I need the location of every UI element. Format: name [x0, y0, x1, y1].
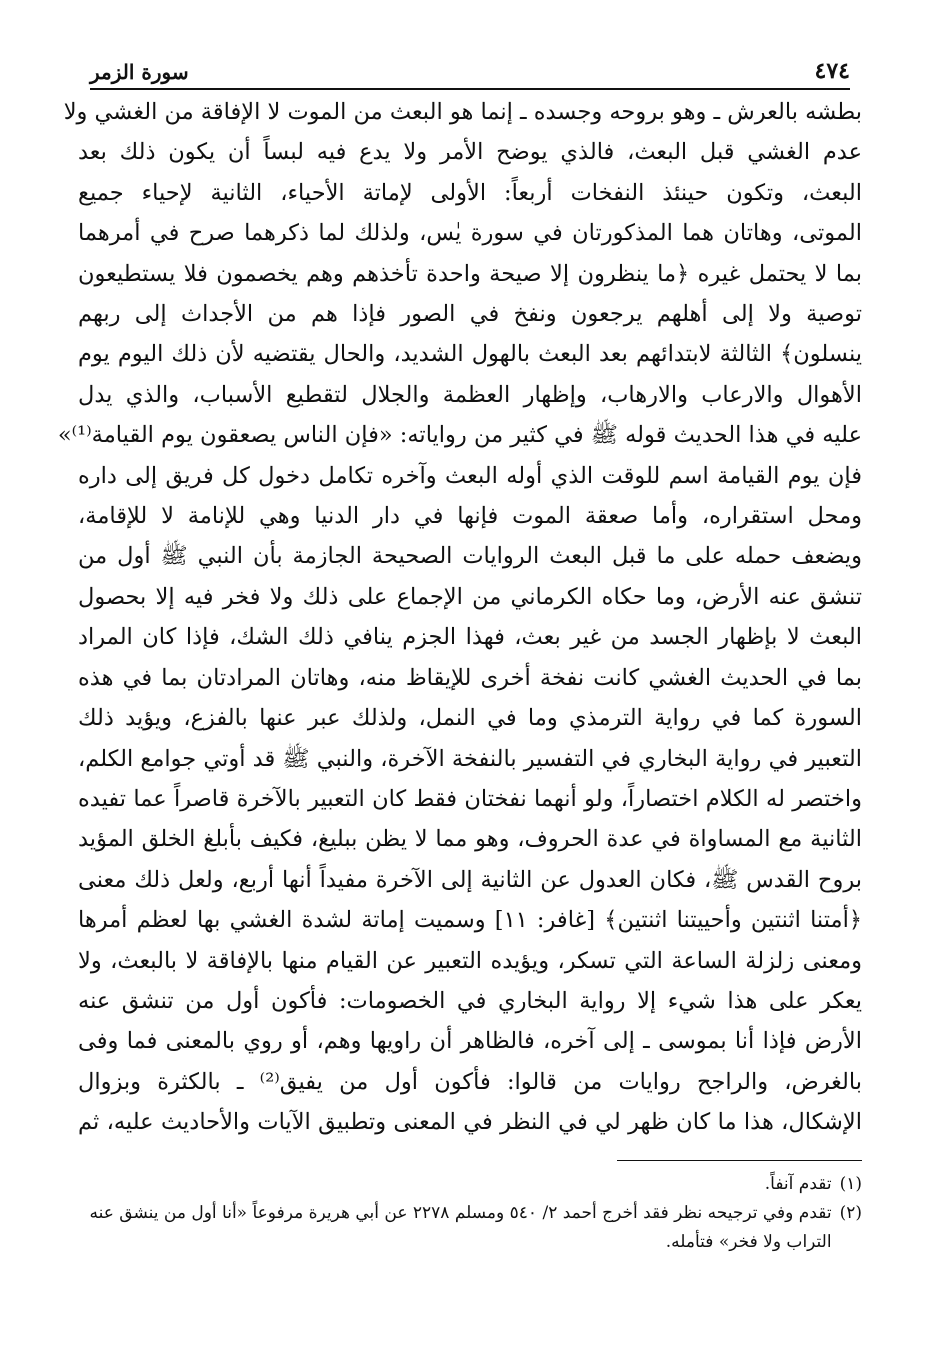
text-line: عدم الغشي قبل البعث، فالذي يوضح الأمر ولا يدع فيه لبساً أن يكون ذلك بعد: [78, 139, 862, 166]
text-line: يعكر على هذا شيء إلا رواية البخاري في الخصومات: فأكون أول من تنشق عنه: [78, 987, 862, 1014]
footnote-1: [78, 1170, 862, 1199]
page-number: ٤٧٤: [814, 58, 850, 84]
text-line: البعث، وتكون حينئذ النفخات أربعاً: الأولى لإماتة الأحياء، الثانية لإحياء جميع: [78, 179, 862, 206]
text-line: الثانية مع المساواة في عدة الحروف، وهو مما لا يظن ببليغ، فكيف بأبلغ الخلق المؤيد: [78, 826, 862, 853]
text-line: بالغرض، والراجح روايات من قالوا: فأكون أول من يفيق⁽²⁾ ـ بالكثرة وبزوال: [78, 1068, 862, 1095]
text-line: ومعنى زلزلة الساعة التي تسكر، ويؤيده التعبير عن القيام منها بالإفاقة لا بالبعث، ولا: [78, 947, 862, 974]
text-line: التعبير في رواية البخاري في التفسير بالنفخة الآخرة، والنبي ﷺ قد أوتي جوامع الكلم،: [78, 745, 862, 772]
text-line: بطشه بالعرش ـ وهو بروحه وجسده ـ إنما هو البعث من الموت لا الإفاقة من الغشي ولا: [63, 99, 862, 125]
text-line: ﴿أمتنا اثنتين وأحييتنا اثنتين﴾ [غافر: ١١] وسميت إماتة لشدة الغشي بها لعظم أمرها: [78, 907, 863, 934]
footnote-marker: (٢): [839, 1203, 862, 1223]
text-line: ويضعف حمله على ما قبل البعث الروايات الصحيحة الجازمة بأن النبي ﷺ أول من: [78, 543, 862, 570]
main-text: [57, 92, 863, 1143]
text-line: بما لا يحتمل غيره ﴿ما ينظرون إلا صيحة واحدة تأخذهم وهم يخصمون فلا يستطيعون: [78, 260, 862, 287]
text-line: الأرض فإذا أنا بموسى ـ إلى آخره، فالظاهر أن راويها وهم، أو روي بالمعنى فما وفى: [78, 1028, 862, 1055]
text-line: فإن يوم القيامة اسم للوقت الذي أوله البعث وآخره تكامل دخول كل فريق إلى داره: [78, 462, 862, 489]
text-line: بروح القدس ﷺ، فكان العدول عن الثانية إلى الآخرة مفيداً أنها أربع، ولعل ذلك معنى: [78, 866, 862, 893]
text-line: بما في الحديث الغشي كانت نفخة أخرى للإيقاظ منه، وهاتان المرادتان بما في هذه: [78, 664, 862, 691]
footnote-marker: (١): [839, 1174, 862, 1194]
footnotes: [78, 1170, 862, 1257]
page-header: [90, 44, 850, 90]
text-line: تنشق عنه الأرض، وما حكاه الكرماني من الإجماع على ذلك ولا فخر فيه إلا بحصول: [78, 583, 862, 610]
text-line: السورة كما في رواية الترمذي وما في النمل، ولذلك عبر عنها بالفزع، ويؤيد ذلك: [78, 705, 862, 732]
text-line: توصية ولا إلى أهلهم يرجعون ونفخ في الصور فإذا هم من الأجداث إلى ربهم: [78, 301, 862, 328]
text-line: الإشكال، هذا ما كان ظهر لي في النظر في المعنى وتطبيق الآيات والأحاديث عليه، ثم: [78, 1109, 862, 1136]
footnote-text: تقدم وفي ترجيحه نظر فقد أخرج أحمد ٢/ ٥٤٠ ومسلم ٢٢٧٨ عن أبي هريرة مرفوعاً «أنا أول من ينشق عنه التراب ولا فخر» فتأمله.: [89, 1203, 832, 1252]
footnote-text: تقدم آنفاً.: [764, 1174, 832, 1194]
text-line: ينسلون﴾ الثالثة لابتدائهم بعد البعث بالهول الشديد، والحال يقتضيه لأن ذلك اليوم يوم: [78, 341, 862, 368]
text-line: الموتى، وهاتان هما المذكورتان في سورة يٰس، ولذلك لما ذكرهما صرح في أمرهما: [78, 220, 862, 247]
text-line: عليه في هذا الحديث قوله ﷺ في كثير من رواياته: «فإن الناس يصعقون يوم القيامة⁽¹⁾»: [57, 422, 862, 449]
footnote-2: [78, 1199, 862, 1257]
surah-title: سورة الزمر: [90, 60, 189, 84]
footnote-divider: [617, 1160, 862, 1161]
text-line: ومحل استقراره، وأما صعقة الموت فإنها في دار الدنيا وهي للإنامة لا للإقامة،: [78, 503, 862, 530]
text-line: الأهوال والارعاب والارهاب، وإظهار العظمة والجلال لتقطيع الأسباب، والذي يدل: [78, 381, 862, 408]
text-line: البعث لا بإظهار الجسد من غير بعث، فهذا الجزم ينافي ذلك الشك، فإذا كان المراد: [78, 624, 862, 651]
text-line: واختصر له الكلام اختصاراً، ولو أنهما نفختان فقط كان التعبير بالآخرة قاصراً عما تفيده: [78, 785, 862, 812]
